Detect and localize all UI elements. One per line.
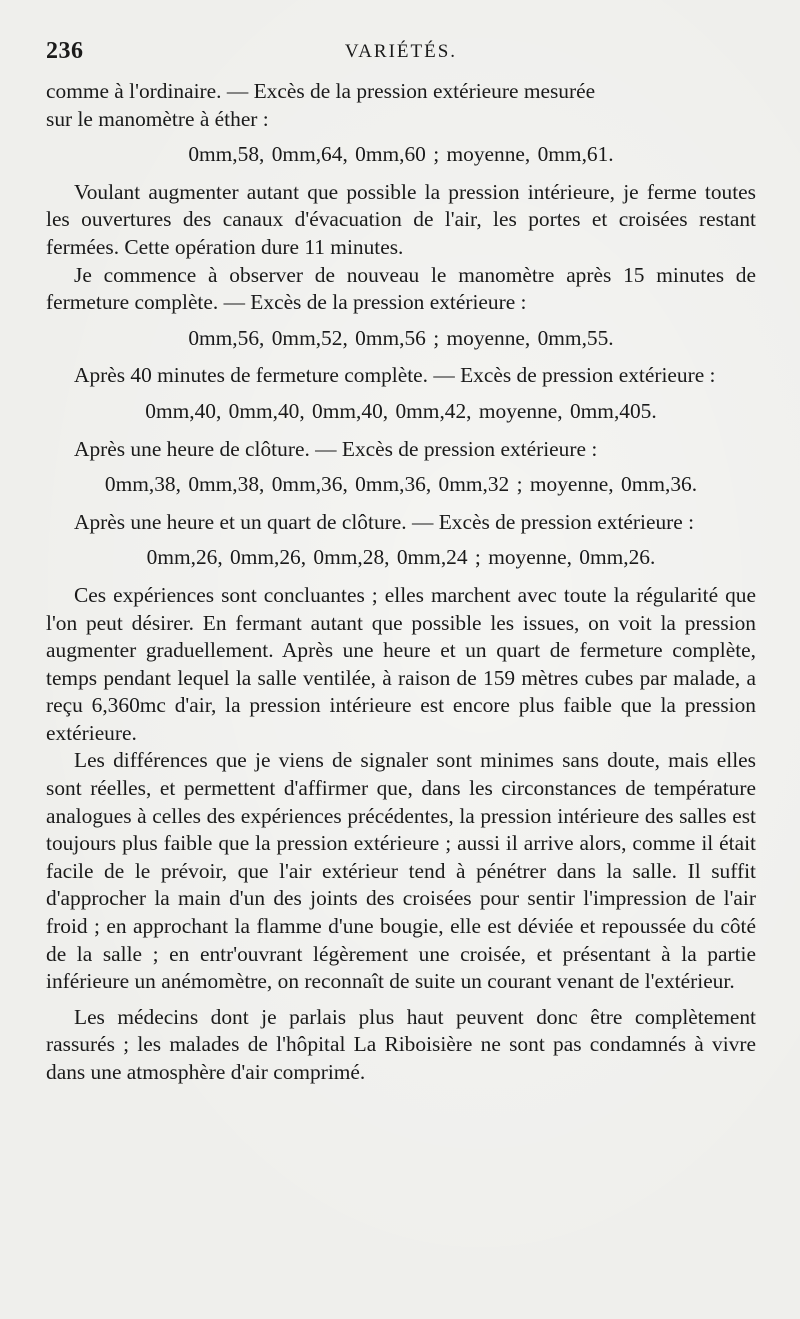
measurement-line: 0mm,38, 0mm,38, 0mm,36, 0mm,36, 0mm,32 ; moyenne, 0mm,36. (104, 472, 698, 497)
paragraph-continued-line-1: comme à l'ordinaire. — Excès de la pression extérieure mesurée (46, 79, 596, 103)
page-number: 236 (46, 38, 84, 64)
page-body (46, 78, 756, 1087)
paragraph: Après une heure et un quart de clôture. — Excès de pression extérieure : (74, 509, 695, 534)
paragraph: Je commence à observer de nouveau le manomètre après 15 minutes de fermeture complète. — Excès de la pression extérieure : (46, 262, 756, 315)
paragraph: Après une heure de clôture. — Excès de pression extérieure : (74, 436, 598, 461)
running-head (46, 38, 756, 78)
measurement-line: 0mm,56, 0mm,52, 0mm,56 ; moyenne, 0mm,55. (188, 325, 614, 350)
measurement-line: 0mm,58, 0mm,64, 0mm,60 ; moyenne, 0mm,61. (188, 142, 614, 167)
measurement-line: 0mm,26, 0mm,26, 0mm,28, 0mm,24 ; moyenne, 0mm,26. (146, 545, 656, 570)
paragraph-continued (46, 78, 756, 133)
paragraph: Voulant augmenter autant que possible la pression intérieure, je ferme toutes les ouvertures des canaux d'évacuation de l'air, les portes et croisées restant fermées. Cette opération dure 11 minutes. (46, 179, 756, 259)
paragraph: Les différences que je viens de signaler sont minimes sans doute, mais elles sont réelles, et permettent d'affirmer que, dans les circonstances de température analogues à celles des expériences précédentes, la pression intérieure des salles est toujours plus faible que la pression extérieure ; aussi il arrive alors, comme il était facile de le prévoir, que l'air extérieur tend à pénétrer dans la salle. Il suffit d'approcher la main d'un des joints des croisées pour sentir l'impression de l'air froid ; en approchant la flamme d'une bougie, elle est déviée et repoussée du côté de la salle ; en entr'ouvrant légèrement une croisée, et présentant à la partie inférieure un anémomètre, on reconnaît de suite un courant venant de l'extérieur. (46, 748, 756, 994)
paragraph: Ces expériences sont concluantes ; elles marchent avec toute la régularité que l'on peut désirer. En fermant autant que possible les issues, on voit la pression augmenter graduellement. Après une heure et un quart de fermeture complète, temps pendant lequel la salle ventilée, à raison de 159 mètres cubes par malade, a reçu 6,360mc d'air, la pression intérieure est encore plus faible que la pression extérieure. (46, 582, 756, 745)
measurement-line: 0mm,40, 0mm,40, 0mm,40, 0mm,42, moyenne, 0mm,405. (145, 398, 657, 423)
paragraph: Après 40 minutes de fermeture complète. — Excès de pression extérieure : (74, 363, 716, 388)
running-title: VARIÉTÉS. (344, 41, 458, 62)
paragraph: Les médecins dont je parlais plus haut peuvent donc être complètement rassurés ; les malades de l'hôpital La Riboisière ne sont pas condamnés à vivre dans une atmosphère d'air comprimé. (46, 1004, 756, 1084)
paragraph-continued-line-2: sur le manomètre à éther : (46, 106, 269, 131)
